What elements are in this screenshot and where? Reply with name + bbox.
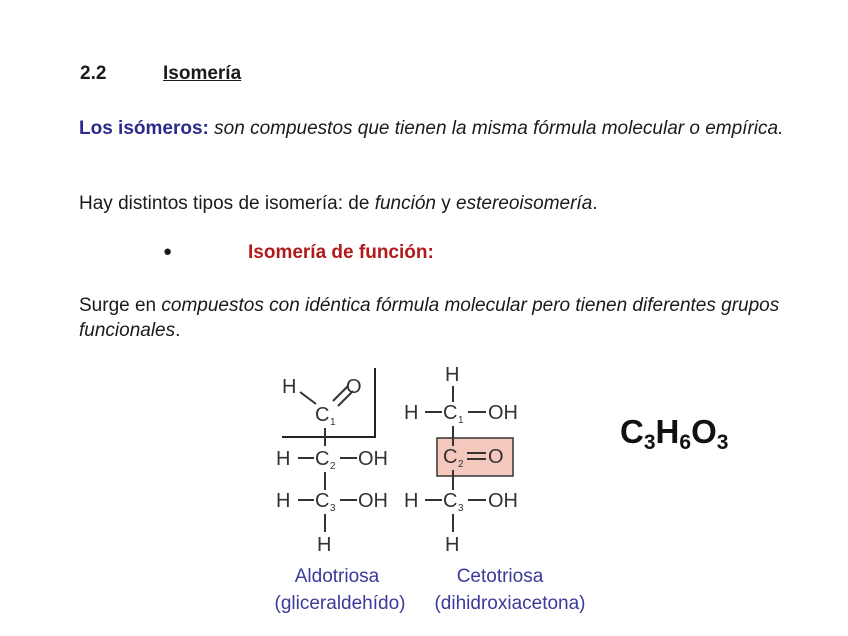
formula-c: C	[620, 413, 644, 450]
aldo-c1: C	[315, 404, 330, 426]
aldo-c2-sub: 2	[330, 461, 336, 472]
definition-term: Los isómeros:	[79, 118, 209, 139]
ceto-c2-sub: 2	[458, 459, 464, 470]
ceto-c3-h: H	[404, 490, 419, 512]
bullet-icon: ●	[163, 243, 173, 260]
aldo-c3-oh: OH	[358, 490, 388, 512]
aldo-c1-o: O	[346, 376, 362, 398]
ceto-c1-sub: 1	[458, 415, 464, 426]
formula-c-sub: 3	[643, 431, 656, 454]
types-middle: y	[435, 193, 457, 214]
aldo-c2-h: H	[276, 448, 291, 470]
aldo-c3-sub: 3	[330, 503, 336, 514]
description-prefix: Surge en	[79, 295, 162, 316]
formula-h: H	[655, 413, 680, 450]
aldo-c1-sub: 1	[330, 417, 336, 428]
aldo-c1-h: H	[282, 376, 297, 398]
formula-o: O	[691, 413, 717, 450]
types-prefix: Hay distintos tipos de isomería: de	[79, 193, 375, 214]
aldo-c2-oh: OH	[358, 448, 388, 470]
ceto-top-h: H	[445, 364, 460, 386]
function-isomerism-heading: Isomería de función:	[248, 242, 434, 263]
formula-o-sub: 3	[716, 431, 729, 454]
ceto-c3-sub: 3	[458, 503, 464, 514]
ceto-c3-oh: OH	[488, 490, 518, 512]
type-stereo: estereoisomería	[456, 193, 593, 214]
aldo-bottom-h: H	[317, 534, 332, 556]
molecular-formula	[620, 413, 728, 455]
ceto-c1-oh: OH	[488, 402, 518, 424]
ceto-c2-o: O	[488, 446, 504, 468]
ceto-bottom-h: H	[445, 534, 460, 556]
section-title: Isomería	[163, 63, 242, 84]
aldo-c2: C	[315, 448, 330, 470]
ceto-c1: C	[443, 402, 458, 424]
ceto-c2: C	[443, 446, 458, 468]
description-suffix: .	[175, 320, 181, 341]
aldotriose-structure	[276, 368, 388, 556]
ceto-c3: C	[443, 490, 458, 512]
ketotriose-common-name: (dihidroxiacetona)	[434, 593, 586, 614]
description-italic: compuestos con idéntica fórmula molecular pero tienen diferentes grupos funcionales	[79, 295, 780, 341]
type-function: función	[374, 193, 436, 214]
definition-text: son compuestos que tienen la misma fórmula molecular o empírica.	[208, 118, 784, 139]
aldo-c3-h: H	[276, 490, 291, 512]
aldo-c3: C	[315, 490, 330, 512]
section-number: 2.2	[80, 63, 107, 84]
aldotriose-name: Aldotriosa	[294, 566, 380, 587]
ceto-c1-h: H	[404, 402, 419, 424]
types-suffix: .	[592, 193, 598, 214]
ketotriose-name: Cetotriosa	[456, 566, 544, 587]
bond-h-c1	[300, 392, 316, 404]
ketotriose-structure	[404, 364, 518, 556]
aldotriose-common-name: (gliceraldehído)	[274, 593, 406, 614]
formula-h-sub: 6	[679, 431, 692, 454]
